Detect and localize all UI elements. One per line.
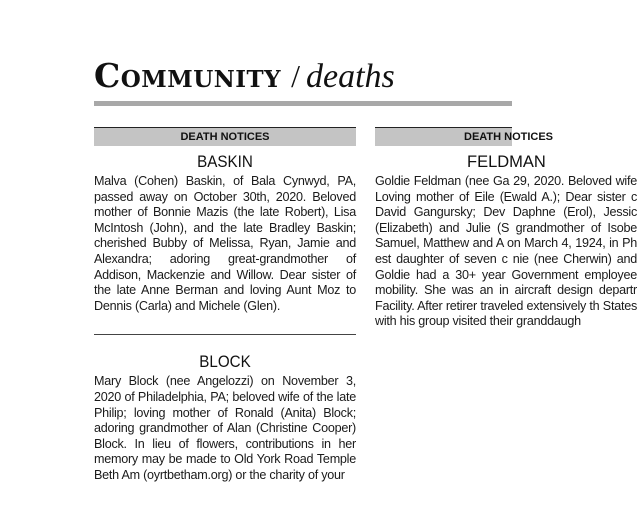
notice-text: Goldie Feldman (nee Ga 29, 2020. Beloved wife Loving mother of Eile (Ewald A.); Dear sister c David Gangursky; Dev Daphne (Erol), Jessic (Elizabeth) and Julie (S grandmother of Isobe Samuel, Matthew and A on March 4, 1924, in Ph est daughter of seven c nie (nee Cherwin) and Goldie had a 30+ year Government employee mobility. She was an in aircraft design departr Facility. After retirer traveled extensively th States with his group visited their granddaugh (375, 174, 637, 329)
section-header (94, 56, 514, 106)
death-notice (375, 152, 637, 330)
notice-divider (94, 334, 356, 335)
death-notices-bar-left (94, 127, 356, 146)
death-notices-label: DEATH NOTICES (180, 131, 270, 143)
notice-name: BLOCK (199, 353, 251, 372)
death-notices-bar-right (375, 127, 554, 146)
section-title: Community (94, 56, 282, 95)
death-notices-label: DEATH NOTICES (464, 131, 554, 143)
notices-column-right (375, 152, 637, 512)
notice-name: FELDMAN (467, 153, 546, 171)
notice-text: Malva (Cohen) Baskin, of Bala Cynwyd, PA, passed away on October 30th, 2020. Beloved mother of Bonnie Mazis (the late Robert), Lisa McIntosh (John), and the late Bradley Baskin; cherished Bubby of Melissa, Ryan, Jamie and Alexandra; adoring great-grandmother of Addison, Mackenzie and Willow. Dear sister of the late Anne Berman and loving Aunt Moz to Dennis (Carla) and Michele (Glen). (94, 174, 356, 313)
death-notice (94, 352, 356, 483)
section-slash: / (291, 58, 300, 94)
header-rule (94, 101, 512, 106)
section-subtitle: deaths (305, 58, 395, 95)
notices-column-left (94, 152, 356, 512)
death-notice (94, 152, 356, 314)
notice-text: Mary Block (nee Angelozzi) on November 3, 2020 of Philadelphia, PA; beloved wife of the late Philip; loving mother of Ronald (Anita) Block; adoring grandmother of Alan (Christine Cooper) Block. In lieu of flowers, contributions in her memory may be made to Old York Road Temple Beth Am (oyrtbetham.org) or the charity of your (94, 374, 356, 482)
notice-name: BASKIN (197, 153, 253, 171)
